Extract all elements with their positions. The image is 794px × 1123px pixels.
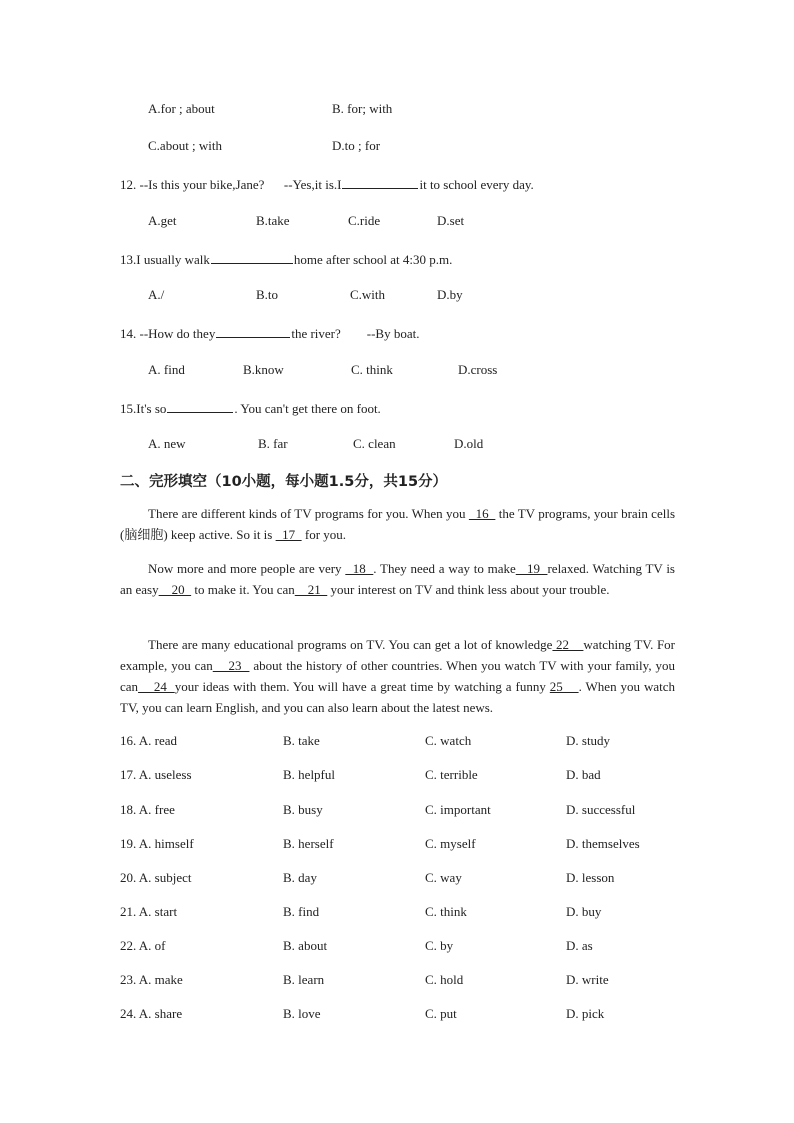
q14-stem: 14. --How do they the river? --By boat. [120, 326, 420, 341]
cloze-option-row [120, 870, 680, 890]
blank-17: 17 [275, 527, 302, 542]
cloze-option-a: 20. A. subject [120, 870, 192, 885]
q11-option-d: D.to ; for [332, 138, 381, 153]
cloze-option-a: 21. A. start [120, 904, 178, 919]
cloze-option-c: C. important [425, 802, 491, 817]
cloze-option-a: 16. A. read [120, 733, 178, 748]
cloze-option-c: C. think [425, 904, 467, 919]
cloze-option-d: D. bad [566, 767, 601, 782]
q12-stem: 12. --Is this your bike,Jane? --Yes,it is.I it to school every day. [120, 177, 534, 192]
cloze-option-b: B. day [283, 870, 317, 885]
cloze-option-d: D. as [566, 938, 593, 953]
q15-option-c: C. clean [353, 436, 396, 451]
q13-stem: 13.I usually walk home after school at 4:30 p.m. [120, 252, 453, 267]
cloze-option-row [120, 767, 680, 787]
q14-option-d: D.cross [458, 362, 498, 377]
cloze-option-row [120, 733, 680, 753]
blank-20: 20 [158, 582, 192, 597]
cloze-option-b: B. herself [283, 836, 334, 851]
q11-option-c: C.about ; with [148, 138, 223, 153]
q11-option-b: B. for; with [332, 101, 393, 116]
q12-option-c: C.ride [348, 213, 381, 228]
q15-option-d: D.old [454, 436, 484, 451]
cloze-option-d: D. buy [566, 904, 602, 919]
cloze-option-d: D. write [566, 972, 609, 987]
cloze-option-a: 17. A. useless [120, 767, 192, 782]
cloze-option-row [120, 802, 680, 822]
cloze-option-b: B. learn [283, 972, 325, 987]
cloze-option-a: 24. A. share [120, 1006, 183, 1021]
blank-19: 19 [515, 561, 548, 576]
q13-option-b: B.to [256, 287, 279, 302]
cloze-option-row [120, 904, 680, 924]
cloze-option-c: C. put [425, 1006, 457, 1021]
cloze-option-b: B. about [283, 938, 328, 953]
blank-22: 22 [552, 637, 584, 652]
cloze-option-row [120, 938, 680, 958]
section-heading-cloze: 二、完形填空（10小题，每小题1.5分，共15分） [120, 474, 448, 490]
cloze-option-c: C. hold [425, 972, 464, 987]
cloze-option-c: C. by [425, 938, 454, 953]
cloze-option-row [120, 1006, 680, 1026]
q13-blank [211, 250, 293, 264]
blank-16: 16 [468, 506, 496, 521]
cloze-option-b: B. love [283, 1006, 321, 1021]
q15-blank [167, 399, 233, 413]
q15-option-a: A. new [148, 436, 186, 451]
blank-23: 23 [212, 658, 250, 673]
cloze-option-a: 23. A. make [120, 972, 183, 987]
q13-option-a: A./ [148, 287, 165, 302]
blank-18: 18 [345, 561, 374, 576]
cloze-option-d: D. themselves [566, 836, 640, 851]
q15-stem: 15.It's so . You can't get there on foot. [120, 401, 381, 416]
cloze-option-b: B. busy [283, 802, 323, 817]
cloze-option-c: C. terrible [425, 767, 478, 782]
cloze-option-d: D. study [566, 733, 611, 748]
q12-option-d: D.set [437, 213, 465, 228]
passage-paragraph-1: There are different kinds of TV programs for you. When you 16 the TV programs, your brain cells (脑细胞) keep active. So it is 17 for you. [120, 506, 676, 542]
q14-option-c: C. think [351, 362, 393, 377]
passage-paragraph-3: There are many educational programs on TV. You can get a lot of knowledge 22 watching TV. For example, you can 23 about the history of other countries. When you watch TV with your family, you can 24 your ideas with them. You will have a great time by watching a funny 25 . When you watch TV, you can learn English, and you can also learn about the latest news. [120, 637, 676, 715]
q12-option-b: B.take [256, 213, 290, 228]
q11-option-a: A.for ; about [148, 101, 215, 116]
blank-21: 21 [294, 582, 328, 597]
cloze-option-a: 19. A. himself [120, 836, 194, 851]
cloze-option-row [120, 836, 680, 856]
q14-option-b: B.know [243, 362, 284, 377]
passage-paragraph-2: Now more and more people are very 18 . They need a way to make 19 relaxed. Watching TV is an easy 20 to make it. You can 21 your interest on TV and think less about your trouble. [120, 561, 675, 597]
q14-blank [216, 324, 290, 338]
cloze-option-c: C. watch [425, 733, 472, 748]
cloze-option-b: B. find [283, 904, 320, 919]
cloze-option-c: C. way [425, 870, 462, 885]
cloze-option-row [120, 972, 680, 992]
cloze-option-a: 18. A. free [120, 802, 175, 817]
q12-option-a: A.get [148, 213, 177, 228]
blank-24: 24 [138, 679, 175, 694]
blank-25: 25 [549, 679, 579, 694]
q14-option-a: A. find [148, 362, 185, 377]
cloze-option-d: D. pick [566, 1006, 605, 1021]
q13-option-c: C.with [350, 287, 386, 302]
cloze-option-b: B. take [283, 733, 320, 748]
cloze-option-b: B. helpful [283, 767, 335, 782]
cloze-option-c: C. myself [425, 836, 476, 851]
cloze-option-a: 22. A. of [120, 938, 166, 953]
q13-option-d: D.by [437, 287, 463, 302]
q12-blank [342, 175, 418, 189]
q15-option-b: B. far [258, 436, 288, 451]
cloze-option-d: D. successful [566, 802, 636, 817]
cloze-option-d: D. lesson [566, 870, 615, 885]
